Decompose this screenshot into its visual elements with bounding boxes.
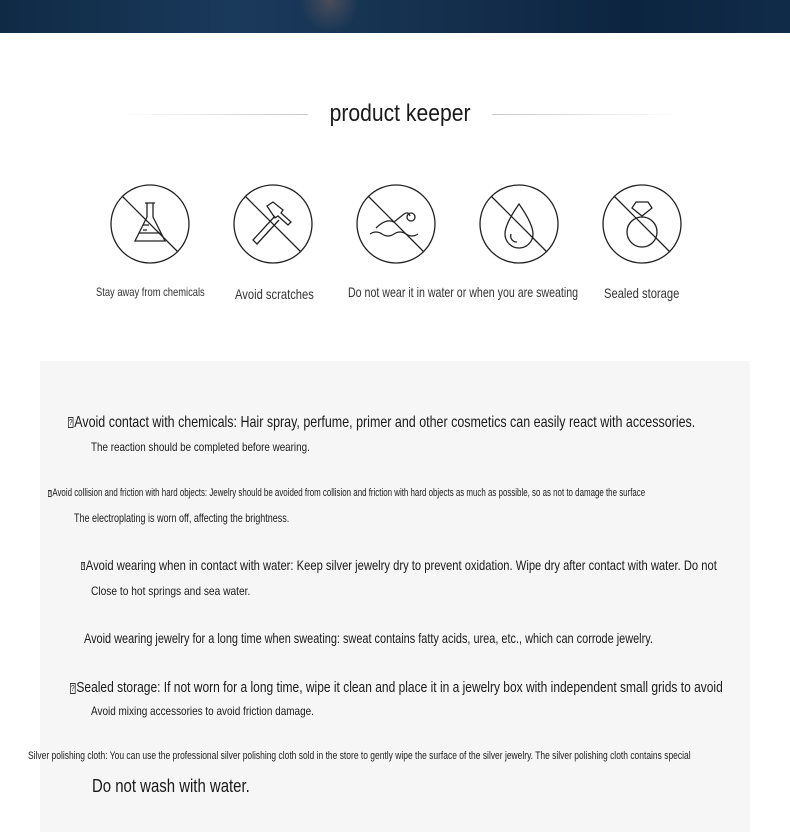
tip-water-detail: Close to hot springs and sea water.	[91, 584, 251, 598]
title-divider-left	[120, 114, 308, 115]
bullet-mark: ?	[71, 683, 75, 693]
chemical-flask-icon	[110, 184, 190, 264]
bullet-mark: ?	[48, 490, 52, 497]
tip-sweat-line: Avoid wearing jewelry for a long time when sweating: sweat contains fatty acids, urea, etc., which can corrode jewelry.	[84, 630, 653, 646]
water-drop-icon	[479, 184, 559, 264]
icon-label-water-sweat: Do not wear it in water or when you are sweating	[348, 284, 579, 300]
bullet-mark: ?	[81, 564, 85, 571]
tip-storage-detail: Avoid mixing accessories to avoid friction damage.	[91, 704, 314, 718]
bullet-mark: ?	[68, 418, 73, 428]
tip-chemicals-line: ? Avoid contact with chemicals: Hair spray, perfume, primer and other cosmetics can easily react with accessories.	[68, 414, 696, 431]
title-divider-right	[492, 114, 680, 115]
icon-label-scratches: Avoid scratches	[235, 286, 314, 302]
section-title	[120, 96, 680, 132]
section-title-text: product keeper	[329, 100, 471, 127]
hammer-icon	[233, 184, 313, 264]
tip-collision-detail: The electroplating is worn off, affecting the brightness.	[74, 511, 290, 525]
tip-polishing-line: Silver polishing cloth: You can use the professional silver polishing cloth sold in the store to gently wipe the surface of the silver jewelry. The silver polishing cloth contains special	[28, 750, 691, 762]
tip-storage-line: ? Sealed storage: If not worn for a long time, wipe it clean and place it in a jewelry box with independent small grids to avoid	[71, 679, 723, 696]
hero-banner-image	[0, 0, 790, 33]
swimmer-icon	[356, 184, 436, 264]
icon-label-sealed-storage: Sealed storage	[604, 285, 680, 301]
tip-polishing-detail: Do not wash with water.	[92, 776, 250, 796]
icon-label-chemicals: Stay away from chemicals	[96, 285, 205, 299]
tip-collision-line: ?Avoid collision and friction with hard objects: Jewelry should be avoided from collision and friction with hard objects as much as possible, so as not to damage the surface	[48, 487, 646, 499]
tip-chemicals-detail: The reaction should be completed before wearing.	[91, 440, 310, 454]
tip-water-line: ?Avoid wearing when in contact with water: Keep silver jewelry dry to prevent oxidation. Wipe dry after contact with water. Do not	[81, 557, 717, 573]
ring-icon	[602, 184, 682, 264]
